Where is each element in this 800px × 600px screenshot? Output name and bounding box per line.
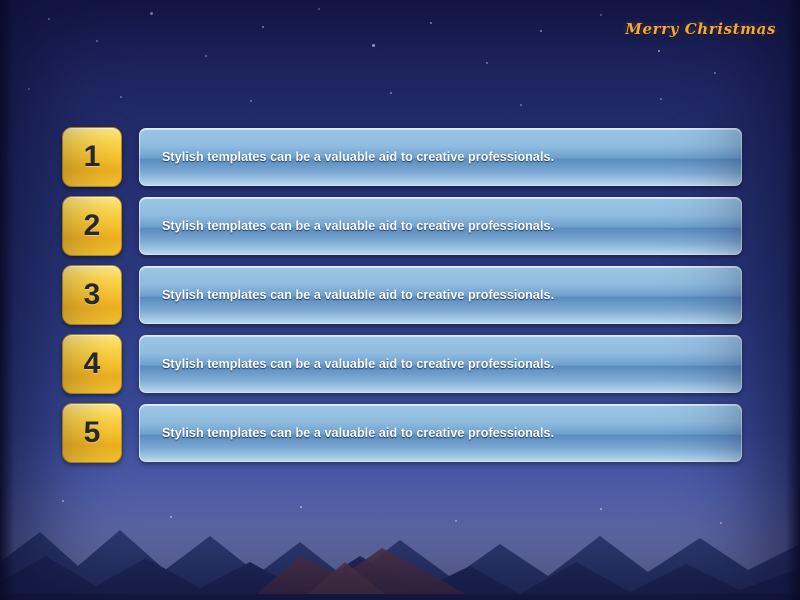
list-item-text: Stylish templates can be a valuable aid to creative professionals. <box>162 288 555 302</box>
star-icon <box>660 98 662 100</box>
star-icon <box>205 55 207 57</box>
star-icon <box>486 62 488 64</box>
list-item-text: Stylish templates can be a valuable aid to creative professionals. <box>162 150 555 164</box>
list-item-text: Stylish templates can be a valuable aid to creative professionals. <box>162 219 555 233</box>
list-item-bar[interactable] <box>139 404 742 462</box>
star-icon <box>262 26 264 28</box>
star-icon <box>120 96 122 98</box>
list-item-bar[interactable] <box>139 197 742 255</box>
list-item-text: Stylish templates can be a valuable aid to creative professionals. <box>162 357 555 371</box>
star-icon <box>540 30 542 32</box>
star-icon <box>28 88 30 90</box>
list-item[interactable] <box>62 197 742 255</box>
star-icon <box>250 100 252 102</box>
mountain-silhouette <box>0 470 800 600</box>
star-icon <box>658 50 660 52</box>
star-icon <box>600 14 602 16</box>
list-item-bar[interactable] <box>139 335 742 393</box>
list-item-number: 3 <box>62 265 122 325</box>
star-icon <box>430 22 432 24</box>
star-icon <box>714 72 716 74</box>
list-item-bar[interactable] <box>139 266 742 324</box>
list-item-number: 4 <box>62 334 122 394</box>
list-item[interactable] <box>62 266 742 324</box>
list-item-bar[interactable] <box>139 128 742 186</box>
star-icon <box>150 12 153 15</box>
list-item-number: 2 <box>62 196 122 256</box>
list-item-text: Stylish templates can be a valuable aid to creative professionals. <box>162 426 555 440</box>
list-item-number: 1 <box>62 127 122 187</box>
list-item-number: 5 <box>62 403 122 463</box>
star-icon <box>520 104 522 106</box>
star-icon <box>318 8 320 10</box>
star-icon <box>48 18 50 20</box>
page-title: Merry Christmas <box>625 20 776 38</box>
list-item[interactable] <box>62 335 742 393</box>
list-item[interactable] <box>62 128 742 186</box>
numbered-list <box>62 128 742 473</box>
list-item[interactable] <box>62 404 742 462</box>
star-icon <box>96 40 98 42</box>
star-icon <box>390 92 392 94</box>
star-icon <box>372 44 375 47</box>
